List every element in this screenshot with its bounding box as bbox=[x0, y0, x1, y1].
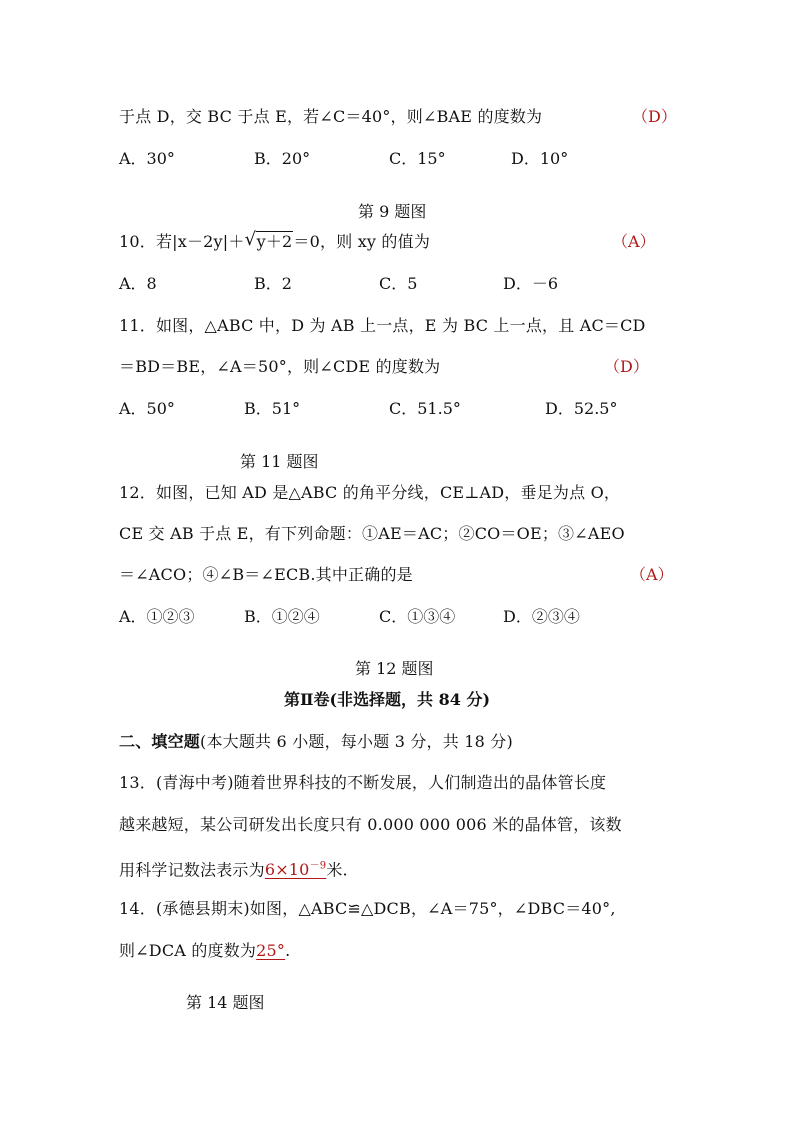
q11-figure-caption: 第 11 题图 bbox=[240, 452, 319, 471]
q10-answer: （A） bbox=[612, 232, 656, 251]
q13-stem-line2: 越来越短，某公司研发出长度只有 0.000 000 006 米的晶体管，该数 bbox=[119, 815, 622, 834]
q13-source: (青海中考) bbox=[155, 773, 234, 792]
q12-option-a: A．①②③ bbox=[119, 607, 195, 626]
q13-answer bbox=[265, 860, 327, 879]
q12-stem-line3: ＝∠ACO；④∠B＝∠ECB.其中正确的是 bbox=[119, 565, 413, 584]
q10-stem bbox=[119, 231, 430, 253]
q9-answer: （D） bbox=[632, 107, 677, 126]
section-heading-note: (本大题共 6 小题，每小题 3 分，共 18 分) bbox=[200, 732, 513, 751]
q11-option-b: B．51° bbox=[244, 399, 301, 418]
q12-option-d: D．②③④ bbox=[503, 607, 580, 626]
q12-stem-line1: 12．如图，已知 AD 是△ABC 的角平分线，CE⊥AD，垂足为点 O， bbox=[119, 483, 621, 502]
q14-answer: 25° bbox=[256, 941, 286, 960]
q13-answer-base: 6×10 bbox=[264, 860, 310, 880]
q11-option-a: A．50° bbox=[119, 399, 175, 418]
q13-stem-line3 bbox=[119, 856, 348, 881]
q9-option-b: B．20° bbox=[254, 149, 311, 168]
q12-stem-line2: CE 交 AB 于点 E，有下列命题：①AE＝AC；②CO＝OE；③∠AEO bbox=[119, 524, 625, 543]
q12-option-b: B．①②④ bbox=[244, 607, 320, 626]
q14-stem-line1 bbox=[119, 898, 616, 920]
q13-stem-prefix: 用科学记数法表示为 bbox=[119, 860, 265, 880]
q13-stem-text1: 随着世界科技的不断发展，人们制造出的晶体管长度 bbox=[233, 773, 607, 792]
q9-option-c: C．15° bbox=[389, 149, 446, 168]
q13-stem-line1 bbox=[119, 772, 606, 794]
q14-stem-suffix: . bbox=[285, 941, 291, 960]
q10-option-a: A．8 bbox=[119, 274, 157, 293]
q14-stem-line2 bbox=[119, 940, 290, 962]
q14-stem-text1: 如图，△ABC≌△DCB，∠A＝75°，∠DBC＝40°, bbox=[249, 899, 616, 918]
q12-answer: （A） bbox=[630, 565, 674, 584]
q10-sqrt-expression bbox=[245, 231, 294, 253]
q14-source: (承德县期末) bbox=[155, 899, 250, 918]
part2-title: 第Ⅱ卷(非选择题，共 84 分) bbox=[284, 690, 491, 709]
q11-stem-line2: ＝BD＝BE，∠A＝50°，则∠CDE 的度数为 bbox=[119, 357, 441, 376]
q13-number: 13． bbox=[119, 773, 156, 792]
q14-number: 14． bbox=[119, 899, 156, 918]
q9-option-a: A．30° bbox=[119, 149, 175, 168]
q11-option-c: C．51.5° bbox=[389, 399, 461, 418]
q11-stem-line1: 11．如图，△ABC 中，D 为 AB 上一点，E 为 BC 上一点，且 AC＝CD bbox=[119, 316, 646, 335]
section-heading-label: 二、填空题 bbox=[119, 732, 201, 751]
q13-stem-suffix: 米. bbox=[326, 860, 348, 880]
q10-option-b: B．2 bbox=[254, 274, 292, 293]
q9-option-d: D．10° bbox=[511, 149, 569, 168]
sqrt-icon: √ bbox=[244, 229, 257, 250]
q9-stem: 于点 D，交 BC 于点 E，若∠C＝40°，则∠BAE 的度数为 bbox=[119, 107, 543, 126]
q14-figure-caption: 第 14 题图 bbox=[186, 993, 265, 1012]
q13-answer-exponent: －9 bbox=[309, 861, 327, 872]
q12-figure-caption: 第 12 题图 bbox=[355, 659, 434, 678]
section-heading bbox=[119, 731, 513, 753]
q14-stem-prefix: 则∠DCA 的度数为 bbox=[119, 941, 257, 960]
q12-option-c: C．①③④ bbox=[379, 607, 456, 626]
q10-stem-after: ＝0，则 xy 的值为 bbox=[293, 232, 431, 251]
q10-stem-before: 10．若|x－2y|＋ bbox=[119, 232, 245, 251]
q10-option-d: D．－6 bbox=[503, 274, 559, 293]
q10-option-c: C．5 bbox=[379, 274, 418, 293]
q9-figure-caption: 第 9 题图 bbox=[358, 202, 427, 221]
q11-answer: （D） bbox=[604, 357, 649, 376]
q11-option-d: D．52.5° bbox=[545, 399, 618, 418]
q10-radicand: y＋2 bbox=[256, 232, 293, 251]
